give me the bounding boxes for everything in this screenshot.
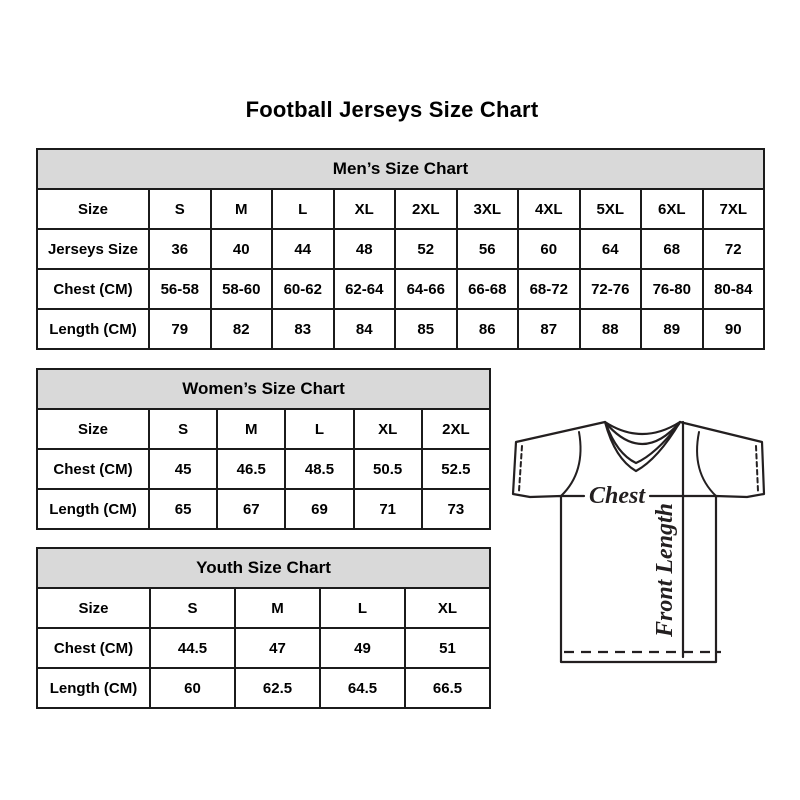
size-value-cell: S (149, 189, 211, 229)
size-value-cell: 62-64 (334, 269, 396, 309)
youth-section-title: Youth Size Chart (37, 548, 490, 588)
size-value-cell: 73 (422, 489, 490, 529)
table-row (37, 229, 764, 269)
table-row (37, 409, 490, 449)
chest-measure-label: Chest (588, 483, 646, 509)
size-value-cell: 62.5 (235, 668, 320, 708)
table-row (37, 588, 490, 628)
size-value-cell: 67 (217, 489, 285, 529)
size-value-cell: M (217, 409, 285, 449)
mens-section-title: Men’s Size Chart (37, 149, 764, 189)
size-value-cell: 71 (354, 489, 422, 529)
size-value-cell: 7XL (703, 189, 765, 229)
size-value-cell: 60 (518, 229, 580, 269)
size-value-cell: 68 (641, 229, 703, 269)
size-value-cell: 64-66 (395, 269, 457, 309)
size-value-cell: 87 (518, 309, 580, 349)
size-value-cell: 72 (703, 229, 765, 269)
size-value-cell: 65 (149, 489, 217, 529)
size-value-cell: S (149, 409, 217, 449)
size-value-cell: 4XL (518, 189, 580, 229)
size-value-cell: 52.5 (422, 449, 490, 489)
youth-size-table (36, 547, 491, 709)
womens-section-title: Women’s Size Chart (37, 369, 490, 409)
size-value-cell: 50.5 (354, 449, 422, 489)
size-value-cell: 85 (395, 309, 457, 349)
size-value-cell: L (285, 409, 353, 449)
size-value-cell: 48 (334, 229, 396, 269)
youth-section-header-row (37, 548, 490, 588)
size-value-cell: 5XL (580, 189, 642, 229)
table-row (37, 189, 764, 229)
size-value-cell: 36 (149, 229, 211, 269)
size-value-cell: 47 (235, 628, 320, 668)
table-row (37, 668, 490, 708)
size-value-cell: 84 (334, 309, 396, 349)
size-value-cell: 72-76 (580, 269, 642, 309)
table-row (37, 449, 490, 489)
size-value-cell: XL (334, 189, 396, 229)
size-value-cell: 58-60 (211, 269, 273, 309)
womens-section-header-row (37, 369, 490, 409)
size-value-cell: 66-68 (457, 269, 519, 309)
size-value-cell: 86 (457, 309, 519, 349)
mens-section-header-row (37, 149, 764, 189)
size-value-cell: 80-84 (703, 269, 765, 309)
size-value-cell: 90 (703, 309, 765, 349)
size-value-cell: 48.5 (285, 449, 353, 489)
size-value-cell: 3XL (457, 189, 519, 229)
right-cuff-stitch-line (756, 446, 758, 491)
size-value-cell: 44.5 (150, 628, 235, 668)
size-value-cell: 52 (395, 229, 457, 269)
size-value-cell: S (150, 588, 235, 628)
row-header-cell: Size (37, 588, 150, 628)
row-header-cell: Chest (CM) (37, 269, 149, 309)
size-value-cell: 89 (641, 309, 703, 349)
womens-size-table (36, 368, 491, 530)
size-value-cell: 6XL (641, 189, 703, 229)
row-header-cell: Length (CM) (37, 489, 149, 529)
size-value-cell: 49 (320, 628, 405, 668)
size-value-cell: 60-62 (272, 269, 334, 309)
size-value-cell: 44 (272, 229, 334, 269)
size-value-cell: 68-72 (518, 269, 580, 309)
size-value-cell: 64 (580, 229, 642, 269)
table-row (37, 269, 764, 309)
size-value-cell: 88 (580, 309, 642, 349)
size-value-cell: XL (405, 588, 490, 628)
size-value-cell: 2XL (395, 189, 457, 229)
size-value-cell: 79 (149, 309, 211, 349)
row-header-cell: Length (CM) (37, 668, 150, 708)
size-value-cell: 45 (149, 449, 217, 489)
size-value-cell: L (272, 189, 334, 229)
row-header-cell: Jerseys Size (37, 229, 149, 269)
size-value-cell: 2XL (422, 409, 490, 449)
size-value-cell: 56 (457, 229, 519, 269)
page-title: Football Jerseys Size Chart (245, 97, 539, 122)
size-value-cell: 69 (285, 489, 353, 529)
mens-size-table (36, 148, 765, 350)
size-value-cell: L (320, 588, 405, 628)
size-value-cell: 82 (211, 309, 273, 349)
size-value-cell: 40 (211, 229, 273, 269)
size-value-cell: 56-58 (149, 269, 211, 309)
size-value-cell: 76-80 (641, 269, 703, 309)
left-cuff-stitch-line (519, 446, 522, 491)
size-value-cell: 66.5 (405, 668, 490, 708)
jersey-measurement-diagram (500, 403, 770, 675)
front-length-measure-label: Front Length (652, 502, 678, 638)
size-value-cell: 51 (405, 628, 490, 668)
row-header-cell: Length (CM) (37, 309, 149, 349)
size-value-cell: 60 (150, 668, 235, 708)
size-value-cell: 83 (272, 309, 334, 349)
row-header-cell: Size (37, 409, 149, 449)
row-header-cell: Chest (CM) (37, 628, 150, 668)
table-row (37, 489, 490, 529)
left-armhole-seam (561, 432, 581, 496)
jersey-outline (513, 422, 764, 662)
table-row (37, 309, 764, 349)
size-value-cell: 64.5 (320, 668, 405, 708)
size-value-cell: 46.5 (217, 449, 285, 489)
right-armhole-seam (697, 432, 716, 496)
row-header-cell: Size (37, 189, 149, 229)
row-header-cell: Chest (CM) (37, 449, 149, 489)
size-value-cell: M (211, 189, 273, 229)
size-value-cell: M (235, 588, 320, 628)
table-row (37, 628, 490, 668)
size-value-cell: XL (354, 409, 422, 449)
